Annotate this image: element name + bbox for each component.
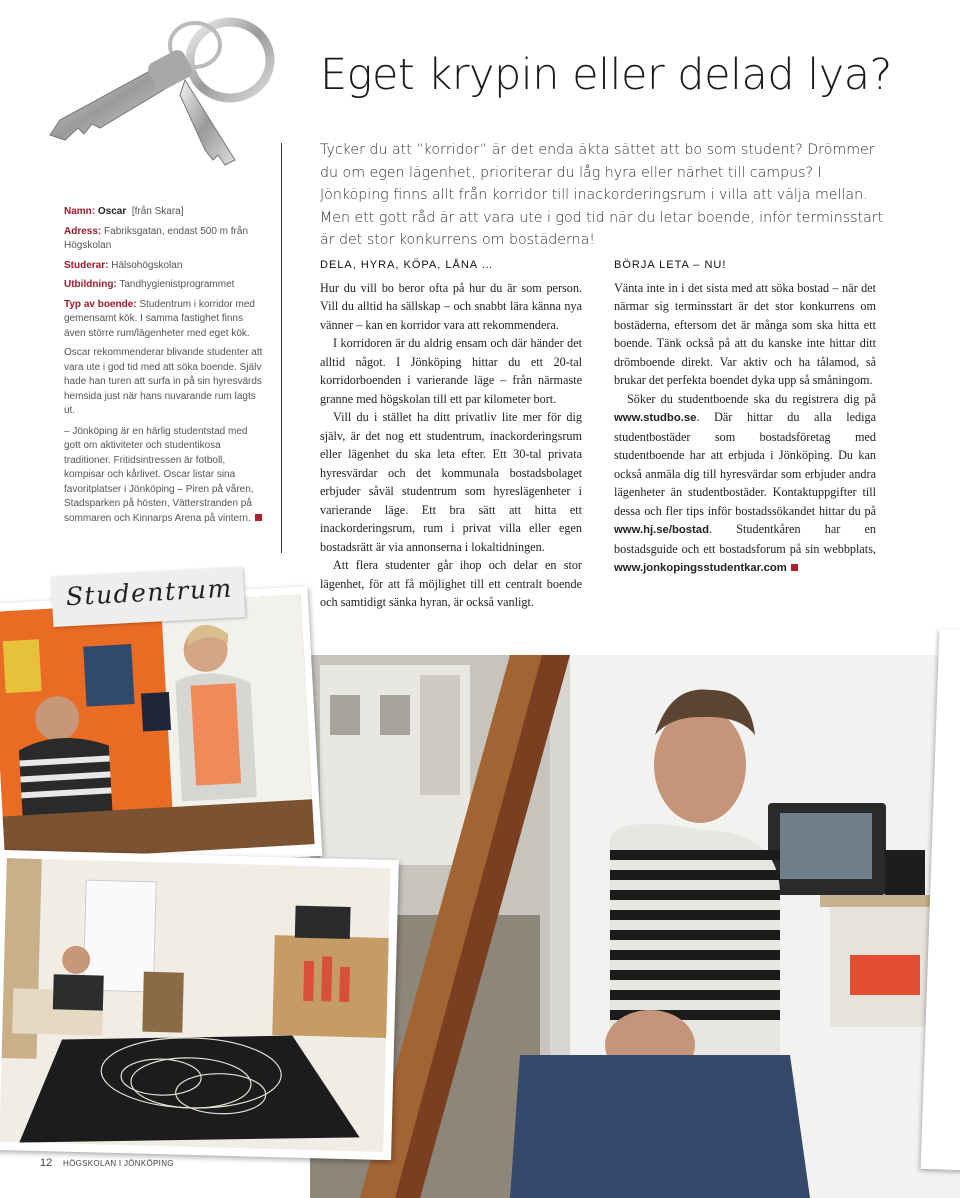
name-value: Oscar (97, 206, 127, 217)
name-label: Namn: (64, 206, 96, 217)
publication-name: HÖGSKOLAN I JÖNKÖPING (63, 1159, 174, 1168)
stamp-label: Studentrum (65, 573, 234, 612)
name-origin: [från Skara] (131, 206, 184, 217)
sidebar-paragraph-2-text: – Jönköping är en härlig studentstad med gott om aktiviteter och studentikosa traditioner. Fritidsintressen är fotboll, kompisar och kårlivet. Oscar listar sina favoritplatser i Jönköping – Piren på våren, Stadsparken på hösten, Vätterstranden på sommaren och Kinnarps Arena på vintern. (64, 425, 254, 524)
photo-kitchen-frame (0, 586, 322, 874)
end-mark-icon (255, 514, 262, 521)
profile-education-row (64, 278, 264, 293)
intro-text: Tycker du att ”korridor” är det enda äkta sättet att bo som student? Drömmer du om egen lägenhet, prioriterar du låg hyra eller närhet till campus? I Jönköping finns allt från korridor till inackorderingsrum i villa att välja mellan. Men ett gott råd är att vara ute i god tid när du letar boende, inför terminsstart är det stor konkurrens om bostäderna! (320, 142, 884, 249)
profile-sidebar (64, 205, 264, 532)
photo-room-frame (0, 850, 399, 1160)
col1-heading: DELA, HYRA, KÖPA, LÅNA … (320, 259, 494, 271)
housing-value: Studentrum i korridor med gemensamt kök. I samma fastighet finns även större rum/lägenheter med eget kök. (64, 298, 255, 339)
education-value: Tandhygienistprogrammet (119, 279, 235, 290)
col1-paragraph-4: Att flera studenter går ihop och delar en stor lägenhet, för att få möjlighet till ett centralt boende och samtidigt sänka hyran, är också vanligt. (320, 558, 582, 609)
profile-housing-row (64, 298, 264, 342)
col1-paragraph-1: Hur du vill bo beror ofta på hur du är som person. Vill du alltid ha sällskap – och snabbt lära känna nya vänner – kan en korridor vara att rekommendera. (320, 280, 582, 332)
address-value: Fabriksgatan, endast 500 m från Högskolan (64, 225, 249, 251)
sidebar-paragraph-1: Oscar rekommenderar blivande studenter att vara ute i god tid med att söka boende. Själv hade han turen att surfa in på sin hyresvärds hemsida just när hans nuvarande rum lagts ut. (64, 347, 263, 416)
photo-kitchen (0, 595, 315, 862)
profile-studies-row (64, 259, 264, 274)
col2-paragraph-2 (614, 390, 876, 578)
col1-paragraph-3: Vill du i stället ha ditt privatliv lite mer för dig själv, är det nog ett studentrum, inackorderingsrum eller lägenhet du ska leta efter. Ett 30-tal privata hyresvärdar och det kommunala bostadsbolaget erbjuder såväl studentrum som hyreslägenheter i varierande läge. Ett bra sätt att hitta ett inackorderingsrum, rum i privat villa eller egen bostadsrätt är via annonserna i lokaltidningen. (320, 410, 582, 554)
studies-label: Studerar: (64, 259, 109, 271)
col2-p2-text-c: . Studentkåren har en bostadsguide och ett bostadsforum på sin webbplats, (614, 522, 876, 556)
col2-heading: BÖRJA LETA – NU! (614, 259, 727, 271)
section-stamp (51, 567, 245, 627)
page-number: 12 (40, 1157, 53, 1169)
profile-name-row (64, 205, 264, 220)
page-title: Eget krypin eller delad lya? (320, 50, 892, 100)
column-divider (281, 143, 282, 553)
col2-p2-text-b: . Där hittar du alla lediga studentbostäder som bostadsföretag med studentboende har att erbjuda i Jönköping. Du kan också anmäla dig till hyresvärdar som erbjuder andra lägenheter än studentbostäder. Kontaktuppgifter till dessa och fler tips inför bostadssökandet hittar du på (614, 410, 876, 518)
keys-image (20, 0, 290, 180)
hj-bostad-link[interactable]: www.hj.se/bostad (614, 524, 709, 536)
profile-address-row (64, 225, 264, 254)
studentkar-link[interactable]: www.jonkopingsstudentkar.com (614, 562, 787, 574)
housing-label: Typ av boende: (64, 298, 137, 310)
col1-paragraph-2: I korridoren är du aldrig ensam och där händer det alltid något. I Jönköping hittar du ett 20-tal korridorboenden i varierande läge – från närmaste granne med högskolan till ett par kilometer bort. (320, 336, 582, 406)
col2-paragraph-1: Vänta inte in i det sista med att söka bostad – när det närmar sig terminsstart är det stor konkurrens om bostäderna, eftersom det är många som ska hitta ett boende. Tänk också på att du kanske inte hittar ditt drömboende direkt. Var aktiv och ha tålamod, så brukar det perfekta boendet dyka upp så småningom. (614, 280, 876, 387)
studies-value: Hälsohögskolan (111, 259, 183, 271)
education-label: Utbildning: (64, 279, 117, 290)
sidebar-paragraph-2 (64, 425, 264, 527)
col2-p2-text-a: Söker du studentboende ska du registrera dig på (627, 391, 876, 406)
main-photo (310, 655, 960, 1198)
address-label: Adress: (64, 225, 102, 237)
article-column-1 (320, 256, 582, 612)
page-footer (40, 1157, 174, 1169)
studbo-link[interactable]: www.studbo.se (614, 412, 697, 424)
article-column-2 (614, 256, 876, 578)
end-mark-icon (791, 564, 798, 571)
photo-room (0, 858, 391, 1152)
